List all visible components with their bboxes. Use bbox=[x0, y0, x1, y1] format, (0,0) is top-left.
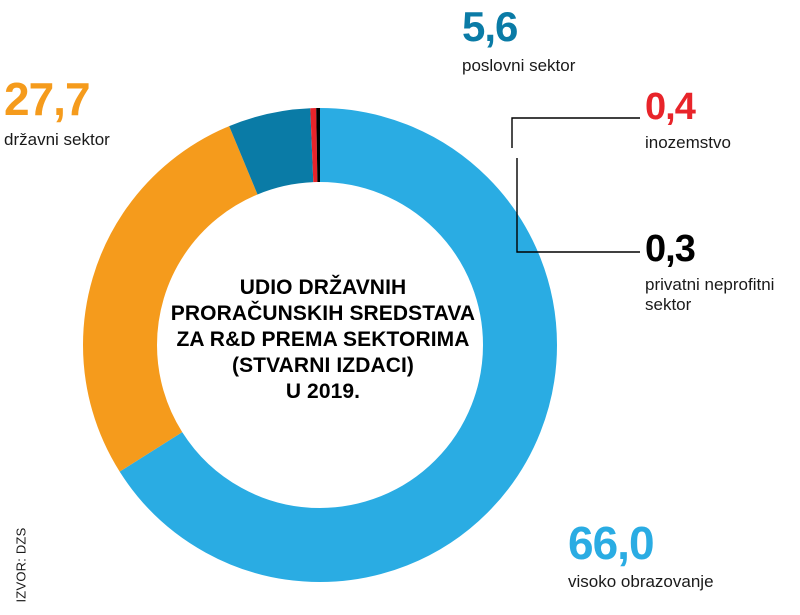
center-title-line-1: UDIO DRŽAVNIH bbox=[239, 276, 407, 299]
center-title-line-5: U 2019. bbox=[285, 380, 361, 403]
callout-name-poslovni: poslovni sektor bbox=[462, 56, 576, 75]
callout-value-poslovni: 5,6 bbox=[462, 3, 518, 50]
callout-name-drzavni: državni sektor bbox=[4, 130, 110, 149]
callout-value-privatni: 0,3 bbox=[645, 228, 695, 270]
callout-poslovni-sektor bbox=[462, 3, 662, 76]
callout-value-visoko: 66,0 bbox=[568, 517, 654, 569]
callout-name-visoko: visoko obrazovanje bbox=[568, 572, 714, 591]
center-title-line-3: ZA R&D PREMA SEKTORIMA bbox=[176, 328, 470, 351]
center-title-line-4: (STVARNI IZDACI) bbox=[231, 354, 415, 377]
chart-center-title bbox=[168, 275, 478, 405]
callout-drzavni-sektor bbox=[4, 73, 194, 150]
callout-name-privatni: privatni neprofitni sektor bbox=[645, 275, 775, 315]
callout-visoko-obrazovanje bbox=[568, 517, 793, 592]
callout-value-drzavni: 27,7 bbox=[4, 73, 90, 125]
callout-inozemstvo bbox=[645, 88, 795, 153]
callout-name-inozemstvo: inozemstvo bbox=[645, 133, 731, 152]
callout-privatni-neprofitni-sektor bbox=[645, 230, 800, 316]
center-title-line-2: PRORAČUNSKIH SREDSTAVA bbox=[170, 302, 476, 325]
source-note: IZVOR: DZS bbox=[13, 527, 29, 603]
callout-value-inozemstvo: 0,4 bbox=[645, 86, 695, 128]
